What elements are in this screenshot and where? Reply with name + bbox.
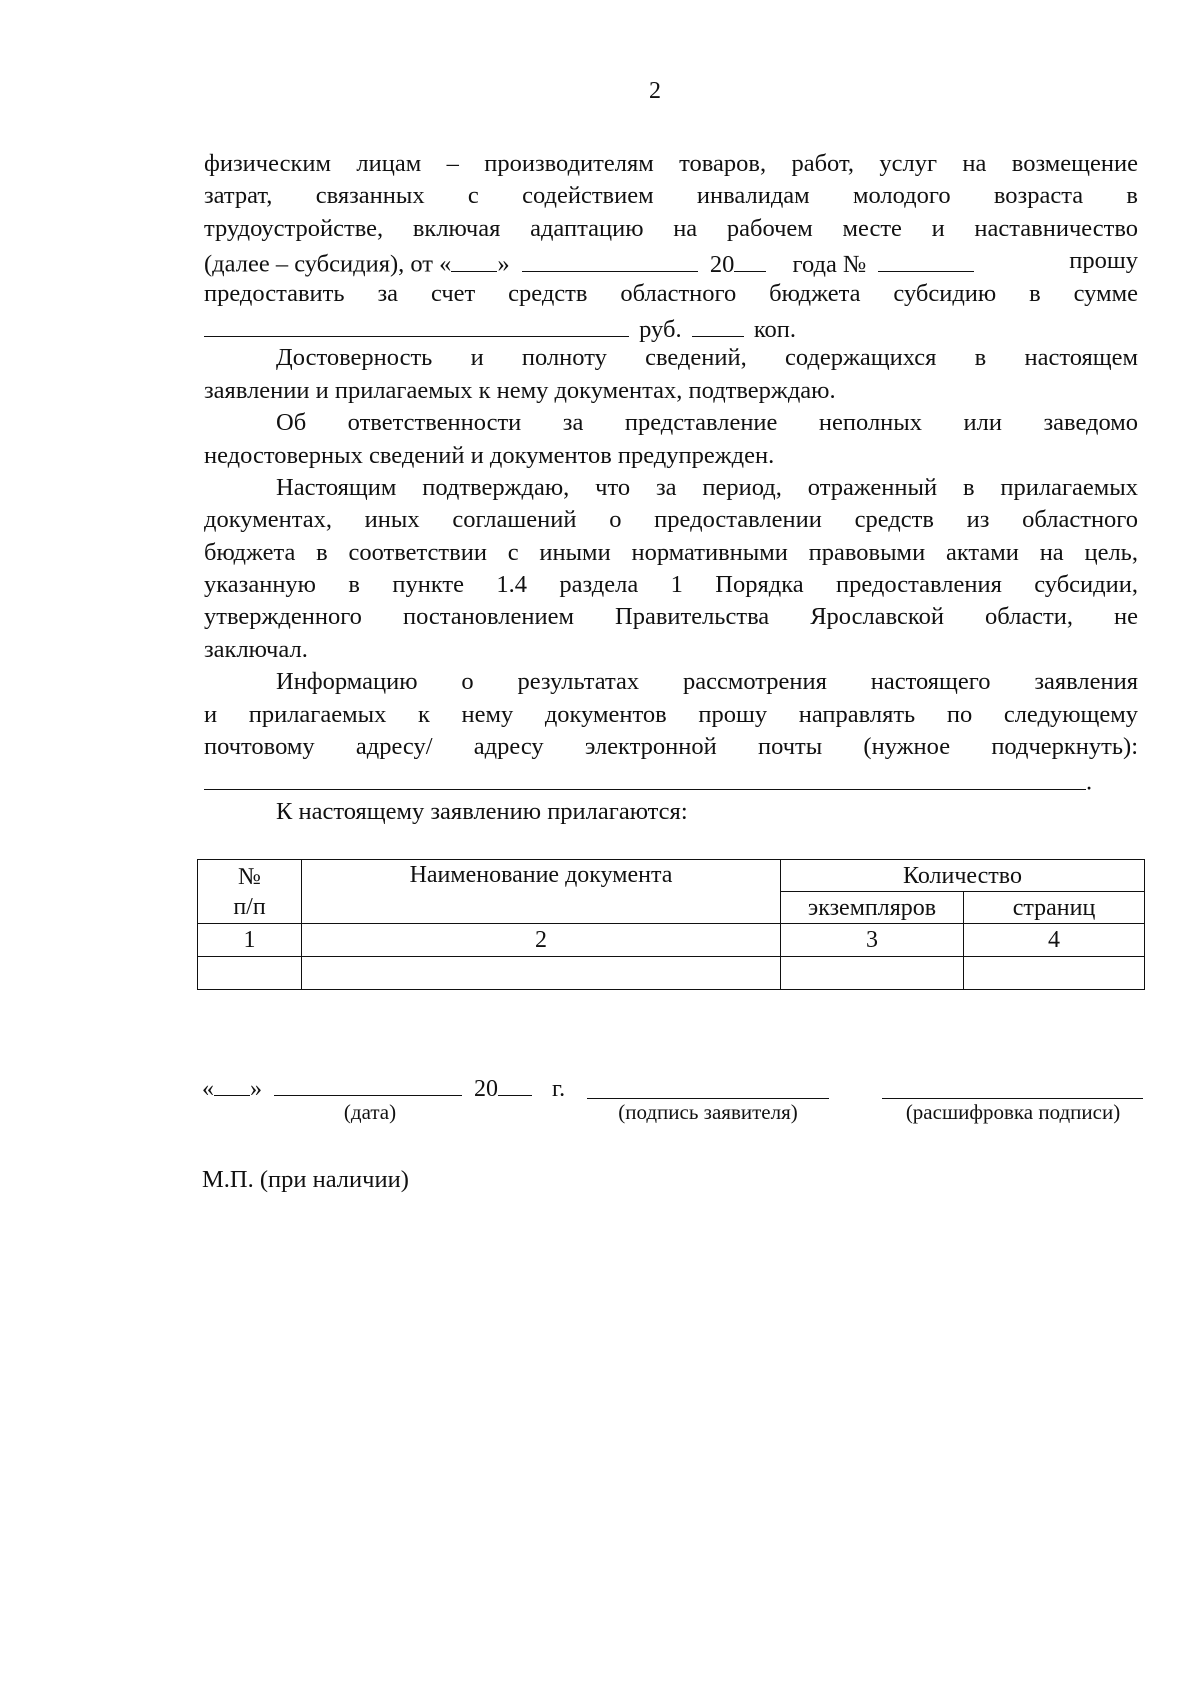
page-number: 2 xyxy=(649,78,661,104)
text-fragment: » xyxy=(250,1076,262,1103)
attachments-table xyxy=(197,859,1145,990)
date-caption: (дата) xyxy=(343,1100,397,1124)
year-field[interactable] xyxy=(734,245,766,272)
signature-field[interactable] xyxy=(587,1098,829,1099)
text-fragment: (далее – субсидия), от « xyxy=(204,250,452,278)
table-cell: 4 xyxy=(964,924,1145,957)
header-text: № xyxy=(238,863,261,890)
signature-month-field[interactable] xyxy=(274,1070,462,1096)
table-cell-empty[interactable] xyxy=(964,957,1145,990)
decoding-caption: (расшифровка подписи) xyxy=(905,1100,1121,1124)
text-fragment: 20 xyxy=(709,250,735,278)
header-cell-name: Наименование документа xyxy=(302,860,781,924)
text-line-amount xyxy=(204,310,1138,342)
text-line: Достоверность и полноту сведений, содержащихся в настоящем xyxy=(276,344,1138,372)
text-fragment: коп. xyxy=(753,315,796,343)
signature-decoding-field[interactable] xyxy=(882,1098,1143,1099)
text-line-date-number xyxy=(204,245,1138,277)
amount-rub-field[interactable] xyxy=(204,310,629,337)
header-cell-copies: экземпляров xyxy=(781,892,964,924)
table-row xyxy=(198,924,1145,957)
text-fragment: . xyxy=(1086,769,1093,797)
signature-year-field[interactable] xyxy=(498,1070,532,1096)
month-field[interactable] xyxy=(522,245,698,272)
text-line: Об ответственности за представление неполных или заведомо xyxy=(276,409,1138,437)
text-line: предоставить за счет средств областного бюджета субсидию в сумме xyxy=(204,279,1138,307)
number-field[interactable] xyxy=(878,245,974,272)
day-field[interactable] xyxy=(451,245,497,272)
header-cell-quantity: Количество xyxy=(781,860,1145,892)
table-cell: 2 xyxy=(302,924,781,957)
text-fragment: г. xyxy=(552,1076,566,1103)
attachments-intro: К настоящему заявлению прилагаются: xyxy=(276,797,688,825)
text-line: документах, иных соглашений о предоставлении средств из областного xyxy=(204,506,1138,534)
text-fragment: года № xyxy=(792,250,867,278)
text-fragment: « xyxy=(202,1076,214,1103)
text-fragment: 20 xyxy=(474,1076,498,1103)
text-line: затрат, связанных с содействием инвалидам молодого возраста в xyxy=(204,182,1138,210)
header-cell-pages: страниц xyxy=(964,892,1145,924)
text-line: указанную в пункте 1.4 раздела 1 Порядка предоставления субсидии, xyxy=(204,571,1138,599)
text-line: недостоверных сведений и документов предупрежден. xyxy=(204,441,775,469)
signature-day-field[interactable] xyxy=(214,1070,250,1096)
table-cell: 3 xyxy=(781,924,964,957)
text-line: почтовому адресу/ адресу электронной почты (нужное подчеркнуть): xyxy=(204,733,1138,761)
table-row-empty xyxy=(198,957,1145,990)
signature-date-line xyxy=(202,1070,565,1103)
stamp-note: М.П. (при наличии) xyxy=(202,1166,409,1193)
table-cell-empty[interactable] xyxy=(781,957,964,990)
text-line: бюджета в соответствии с иными нормативными правовыми актами на цель, xyxy=(204,538,1138,566)
text-line: утвержденного постановлением Правительства Ярославской области, не xyxy=(204,603,1138,631)
text-line: трудоустройстве, включая адаптацию на рабочем месте и наставничество xyxy=(204,214,1138,242)
text-line: физическим лицам – производителям товаров, работ, услуг на возмещение xyxy=(204,150,1138,177)
table-cell-empty[interactable] xyxy=(302,957,781,990)
text-fragment: руб. xyxy=(639,315,682,343)
amount-kop-field[interactable] xyxy=(692,310,744,337)
text-fragment: прошу xyxy=(1069,247,1138,275)
text-fragment: » xyxy=(497,250,510,278)
header-text: п/п xyxy=(233,893,266,920)
table-cell-empty[interactable] xyxy=(198,957,302,990)
text-line: и прилагаемых к нему документов прошу направлять по следующему xyxy=(204,700,1138,728)
text-line: заявлении и прилагаемых к нему документах, подтверждаю. xyxy=(204,376,836,404)
signature-caption: (подпись заявителя) xyxy=(618,1100,798,1124)
text-line-address xyxy=(204,763,1138,795)
text-line: Настоящим подтверждаю, что за период, отраженный в прилагаемых xyxy=(276,473,1138,501)
table-cell: 1 xyxy=(198,924,302,957)
text-line: Информацию о результатах рассмотрения настоящего заявления xyxy=(276,668,1138,696)
table-header-row xyxy=(198,860,1145,892)
address-field[interactable] xyxy=(204,763,1086,790)
text-line: заключал. xyxy=(204,635,308,663)
paragraph-continuation xyxy=(204,148,1138,828)
header-cell-number xyxy=(198,860,302,924)
